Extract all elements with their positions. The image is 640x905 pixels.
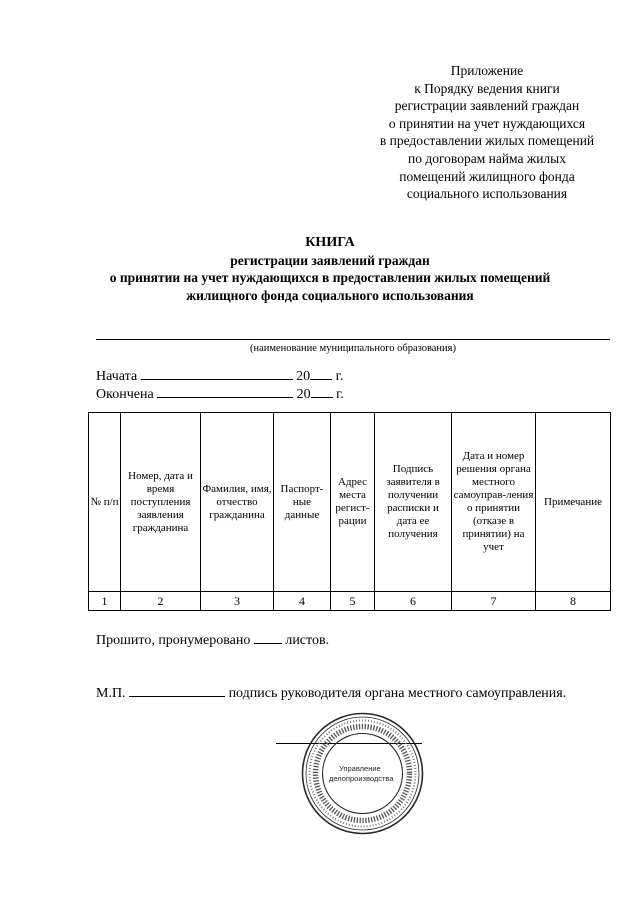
- title-main: КНИГА: [305, 235, 355, 250]
- column-number-cell: 5: [331, 592, 375, 611]
- document-title: [40, 234, 620, 304]
- official-seal-stamp: [300, 711, 425, 836]
- ended-year-prefix: 20: [296, 387, 311, 402]
- header-cell: Дата и номер решения органа местного самоуправ-ления о принятии (отказе в принятии) на учет: [452, 413, 536, 592]
- sheet-count-blank: [254, 631, 282, 644]
- header-cell: Номер, дата и время поступления заявления гражданина: [121, 413, 201, 592]
- ended-row: [96, 385, 344, 403]
- ended-year-suffix: г.: [336, 387, 344, 402]
- appendix-line: о принятии на учет нуждающихся: [388, 115, 586, 131]
- column-number-cell: 8: [536, 592, 611, 611]
- municipality-fill-line: [96, 339, 610, 340]
- table-row: [89, 592, 611, 611]
- appendix-line: к Порядку ведения книги: [414, 80, 560, 96]
- appendix-line: в предоставлении жилых помещений: [379, 133, 595, 149]
- appendix-block: [352, 62, 622, 203]
- header-cell: Примечание: [536, 413, 611, 592]
- header-cell: № п/п: [89, 413, 121, 592]
- header-cell: Паспорт-ные данные: [274, 413, 331, 592]
- title-line: жилищного фонда социального использования: [186, 287, 474, 303]
- column-number-cell: 4: [274, 592, 331, 611]
- stitched-suffix: листов.: [285, 633, 330, 648]
- ended-year-blank: [311, 385, 333, 398]
- dates-block: [96, 367, 344, 403]
- stamp-text-line-2: делопроизводства: [329, 774, 394, 783]
- ended-date-blank: [157, 385, 293, 398]
- column-number-cell: 7: [452, 592, 536, 611]
- title-line: о принятии на учет нуждающихся в предоставлении жилых помещений: [109, 270, 551, 285]
- title-line: регистрации заявлений граждан: [230, 252, 430, 268]
- signature-text: подпись руководителя органа местного самоуправления.: [228, 686, 567, 701]
- column-number-cell: 2: [121, 592, 201, 611]
- appendix-line: регистрации заявлений граждан: [394, 98, 580, 114]
- started-label: Начата: [96, 369, 138, 384]
- column-number-cell: 3: [201, 592, 274, 611]
- header-cell: Подпись заявителя в получении расписки и дата ее получения: [375, 413, 452, 592]
- header-cell: Фамилия, имя, отчество гражданина: [201, 413, 274, 592]
- started-year-blank: [310, 367, 332, 380]
- appendix-line: помещений жилищного фонда: [399, 168, 575, 184]
- column-number-cell: 6: [375, 592, 452, 611]
- stitched-text: Прошито, пронумеровано: [96, 633, 251, 648]
- ended-label: Окончена: [96, 387, 154, 402]
- signature-blank: [129, 684, 225, 697]
- started-year-prefix: 20: [296, 369, 311, 384]
- header-cell: Адрес места регист-рации: [331, 413, 375, 592]
- table-header-row: [89, 413, 611, 592]
- registration-table: [88, 412, 611, 611]
- municipality-caption: (наименование муниципального образования): [249, 343, 457, 354]
- started-row: [96, 367, 344, 385]
- seal-label: М.П.: [96, 686, 126, 701]
- started-year-suffix: г.: [335, 369, 344, 384]
- started-date-blank: [141, 367, 293, 380]
- appendix-line: социального использования: [406, 186, 568, 202]
- appendix-line: Приложение: [450, 63, 524, 78]
- appendix-line: по договорам найма жилых: [408, 150, 566, 166]
- column-number-cell: 1: [89, 592, 121, 611]
- stitched-statement: [96, 631, 329, 649]
- signature-line: [96, 684, 566, 702]
- stamp-text-line-1: Управление: [339, 764, 381, 773]
